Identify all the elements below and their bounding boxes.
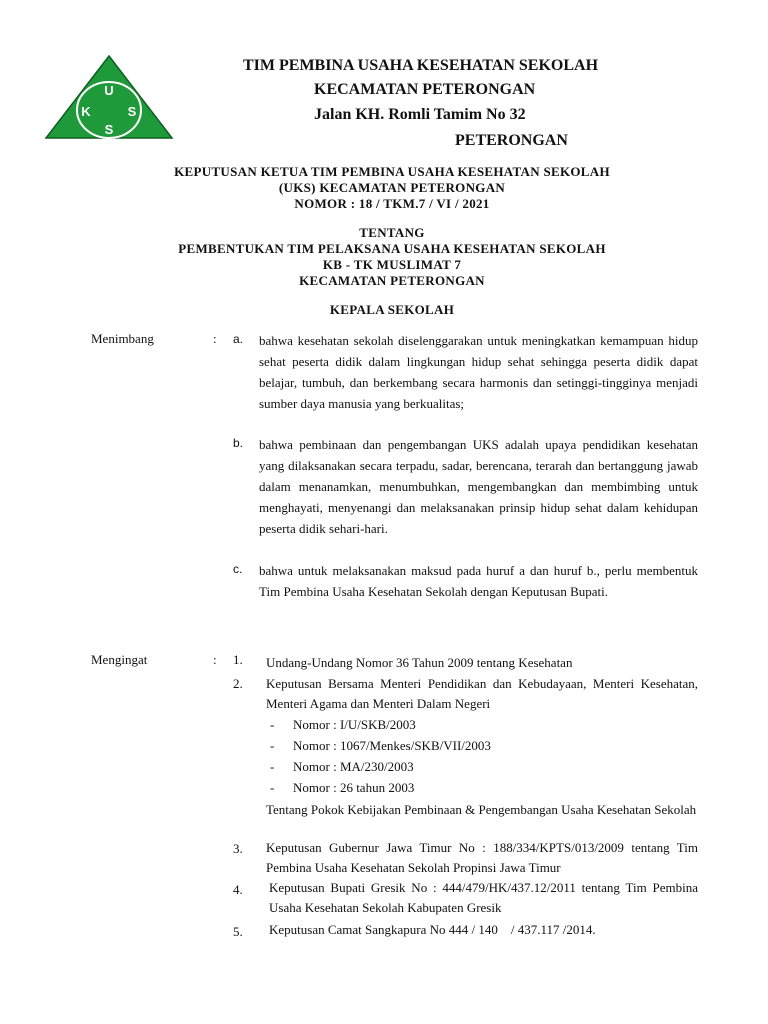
decision-subtitle: (UKS) KECAMATAN PETERONGAN — [278, 180, 506, 195]
letterhead — [0, 0, 768, 160]
mengingat-label: Mengingat — [91, 652, 148, 667]
mengingat-tentang-2: Tentang Pokok Kebijakan Pembinaan & Pengembangan Usaha Kesehatan Sekolah — [266, 802, 697, 817]
mengingat-text-2: Keputusan Bersama Menteri Pendidikan dan Kebudayaan, Menteri Kesehatan, Menteri Agama dan Menteri Dalam Negeri — [266, 676, 698, 711]
subject-line-2: KB - TK MUSLIMAT 7 — [322, 257, 462, 272]
letterhead-district: KECAMATAN PETERONGAN — [314, 81, 536, 98]
logo-letter-s-right: S — [127, 104, 137, 119]
mengingat-text-1: Undang-Undang Nomor 36 Tahun 2009 tentang Kesehatan — [266, 655, 573, 670]
menimbang-marker: a. — [233, 332, 244, 346]
mengingat-num-3: 3. — [233, 841, 243, 856]
menimbang-marker: b. — [233, 436, 244, 450]
logo-letter-k-left: K — [81, 104, 91, 119]
mengingat-num-5: 5. — [233, 924, 243, 939]
decision-number: NOMOR : 18 / TKM.7 / VI / 2021 — [294, 196, 490, 211]
menimbang-text: bahwa kesehatan sekolah diselenggarakan untuk meningkatkan kemampuan hidup sehat peserta didik dalam lingkungan hidup sehat sehingga peserta didik dapat belajar, tumbuh, dan berkembang secara harmonis dan setinggi-tingginya menjadi sumber daya manusia yang berkualitas; — [259, 333, 698, 411]
menimbang-text: bahwa untuk melaksanakan maksud pada huruf a dan huruf b., perlu membentuk Tim Pembina Usaha Kesehatan Sekolah dengan Keputusan Bupati. — [259, 563, 698, 599]
menimbang-marker: c. — [233, 562, 243, 576]
nomor-item — [270, 759, 414, 775]
decision-heading — [0, 164, 768, 212]
uks-logo — [44, 54, 174, 140]
decision-title: KEPUTUSAN KETUA TIM PEMBINA USAHA KESEHATAN SEKOLAH — [174, 164, 610, 179]
nomor-text: Nomor : MA/230/2003 — [293, 759, 414, 774]
menimbang-label: Menimbang — [91, 331, 154, 346]
mengingat-text-5: Keputusan Camat Sangkapura No 444 / 140 / 437.117 /2014. — [269, 922, 596, 937]
nomor-item — [270, 738, 491, 754]
logo-letter-s-bottom: S — [104, 122, 114, 137]
letterhead-address: Jalan KH. Romli Tamim No 32 — [314, 106, 526, 123]
subject-heading — [0, 225, 768, 289]
menimbang-text: bahwa pembinaan dan pengembangan UKS adalah upaya pendidikan kesehatan yang dilaksanakan secara terpadu, sadar, berencana, terarah dan bertanggung jawab dalam menanamkan, menumbuhkan, mengembangkan dan membimbing untuk menghayati, menyenangi dan melaksanakan prinsip hidup sehat dalam kehidupan peserta didik sehari-hari. — [259, 437, 698, 536]
nomor-text: Nomor : 26 tahun 2003 — [293, 780, 415, 795]
mengingat-colon: : — [213, 652, 217, 667]
dash-marker: - — [270, 738, 275, 753]
mengingat-num-1: 1. — [233, 652, 243, 667]
mengingat-num-2: 2. — [233, 676, 243, 691]
dash-marker: - — [270, 780, 275, 795]
logo-letter-u: U — [104, 83, 114, 98]
mengingat-text-3: Keputusan Gubernur Jawa Timur No : 188/334/KPTS/013/2009 tentang Tim Pembina Usaha Kesehatan Sekolah Propinsi Jawa Timur — [266, 840, 698, 875]
mengingat-text-4: Keputusan Bupati Gresik No : 444/479/HK/437.12/2011 tentang Tim Pembina Usaha Kesehatan Sekolah Kabupaten Gresik — [269, 880, 698, 915]
subject-line-3: KECAMATAN PETERONGAN — [299, 273, 485, 288]
dash-marker: - — [270, 759, 275, 774]
nomor-text: Nomor : 1067/Menkes/SKB/VII/2003 — [293, 738, 491, 753]
nomor-item — [270, 780, 414, 796]
subject-line-1: PEMBENTUKAN TIM PELAKSANA USAHA KESEHATAN SEKOLAH — [178, 241, 606, 256]
menimbang-colon: : — [213, 331, 217, 346]
mengingat-num-4: 4. — [233, 882, 243, 897]
dash-marker: - — [270, 717, 275, 732]
subject-label: TENTANG — [359, 225, 425, 240]
headmaster-heading: KEPALA SEKOLAH — [329, 302, 455, 317]
nomor-text: Nomor : I/U/SKB/2003 — [293, 717, 416, 732]
letterhead-city: PETERONGAN — [455, 132, 568, 149]
nomor-item — [270, 717, 416, 733]
letterhead-title: TIM PEMBINA USAHA KESEHATAN SEKOLAH — [243, 57, 599, 74]
